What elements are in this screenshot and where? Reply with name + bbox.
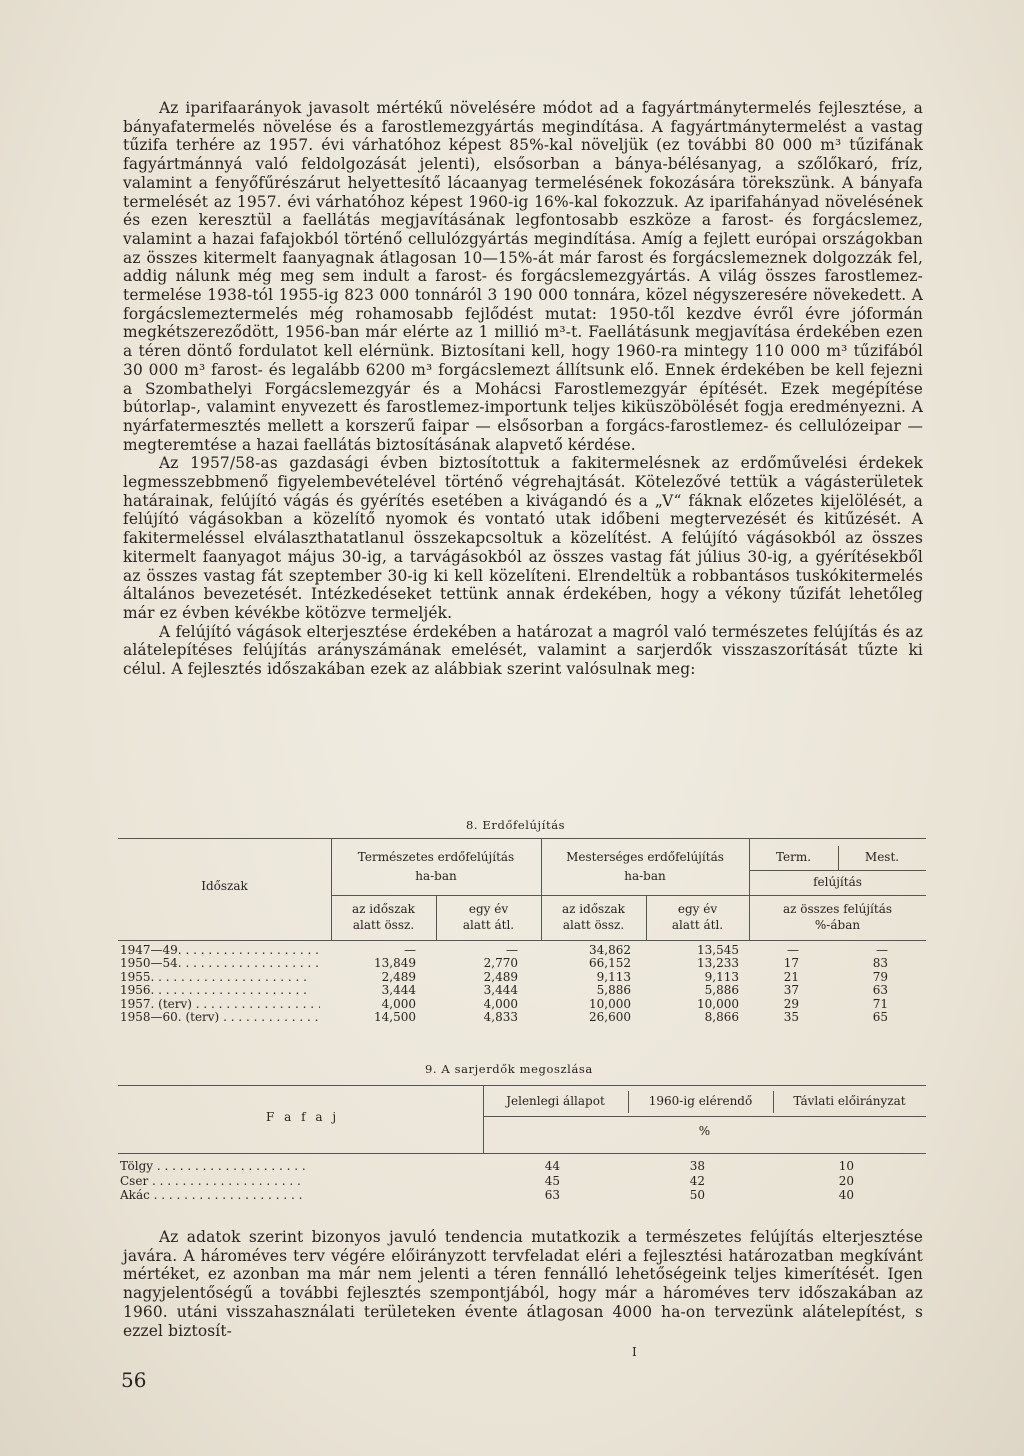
table-rule — [118, 1153, 926, 1154]
table-rule — [749, 870, 926, 871]
sub-ossz-term: az időszak alatt össz. — [352, 902, 415, 932]
sub-ossz-mest: az időszak alatt össz. — [562, 902, 625, 932]
table-row: 1955. . . . 2,489 2,489 9,113 9,113 21 79 — [118, 971, 926, 984]
col-idoszak: Időszak — [201, 879, 248, 893]
col-fafaj: F a f a j — [266, 1110, 340, 1124]
col-tavlati: Távlati előirányzat — [793, 1094, 906, 1108]
col-termeszetes-unit: ha-ban — [415, 869, 457, 883]
paragraph-1: Az iparifaarányok javasolt mértékű növelésére módot ad a fagyártmánytermelés fejlesztése, a bányafatermelés növelése és a farostlemezgyártás megindítása. A fagyártmánytermelést a vastag tűzifa terhére az 1957. évi várhatóhoz képest 85%-kal növeljük (ez további 80 000 m³ tűzifának fagyártmánnyá való feldolgozását jelenti), elsősorban a bánya-bélésanyag, a szőlőkaró, fríz, valamint a fenyőfűrészárut helyettesítő lácaanyag termelésének fokozására törekszünk. A bányafa termelését az 1957. évi várhatóhoz képest 1960-ig 16%-kal fokozzuk. Az iparifahányad növelésének és ezen keresztül a faellátás megjavításának legfontosabb eszköze a farost- és forgácslemez, valamint a hazai fafajokból történő cellulózgyártás megindítása. Amíg a fejlett európai országokban az összes kitermelt faanyagnak átlagosan 10—15%-át már farost és forgácslemeznek dolgozzák fel, addig nálunk még meg sem indult a farost- és forgácslemezgyártás. A világ összes farostlemez-termelése 1938-tól 1955-ig 823 000 tonnáról 3 190 000 tonnára, közel négyszeresére növekedett. A forgácslemeztermelés még rohamosabb fejlődést mutat: 1950-től kezdve évről évre jóformán megkétszereződött, 1956-ban már elérte az 1 millió m³-t. Faellátásunk megjavítása érdekében ezen a téren döntő fordulatot kell elérnünk. Biztosítani kell, hogy 1960-ra mintegy 110 000 m³ tűzifából 30 000 m³ farost- és legalább 6200 m³ forgácslemezt állítsunk elő. Ennek érdekében be kell fejezni a Szombathelyi Forgácslemezgyár és a Mohácsi Farostlemezgyár építését. Ezek megépítése bútorlap-, valamint enyvezett és farostlemez-importunk teljes kiküszöbölését fogja eredményezni. A nyárfatermesztés mellett a korszerű faipar — elsősorban a forgács-farostlemez- és cellulózeipar — megteremtése a hazai faellátás biztosításának alapvető kérdése. — [123, 99, 923, 454]
table-rule — [118, 838, 926, 839]
table-row: 1956. . . . 3,444 3,444 5,886 5,886 37 63 — [118, 984, 926, 997]
table-row: Cser . . . 45 42 20 — [118, 1174, 926, 1189]
table-rule — [483, 1116, 926, 1117]
sub-pct: az összes felújítás %-ában — [782, 902, 893, 932]
table-row: 1950—54. . . . 13,849 2,770 66,152 13,233 17 83 — [118, 957, 926, 970]
sub-atl-mest: egy év alatt átl. — [671, 902, 724, 932]
col-felujitas: felújítás — [813, 875, 862, 889]
table-8-body — [118, 944, 926, 1024]
col-termeszetes: Természetes erdőfelújítás — [357, 850, 515, 864]
sub-atl-term: egy év alatt átl. — [462, 902, 515, 932]
col-mesterseges: Mesterséges erdőfelújítás — [566, 850, 724, 864]
table-row: Akác . . . 63 50 40 — [118, 1188, 926, 1203]
col-1960: 1960-ig elérendő — [648, 1094, 753, 1108]
table-8-caption: 8. Erdőfelújítás — [466, 818, 566, 832]
col-unit-percent: % — [698, 1124, 711, 1138]
table-rule — [331, 895, 926, 896]
body-text-block-1 — [123, 99, 923, 679]
paragraph-4: Az adatok szerint bizonyos javuló tendencia mutatkozik a természetes felújítás elterjesztése javára. A hároméves terv végére előirányzott tervfeladat eléri a fejlesztési határozatban megkívánt mértéket, ez azonban ma már nem jelenti a téren fennálló lehetőségeink teljes kimerítését. Igen nagyjelentőségű a további fejlesztés szempontjából, hogy már a hároméves terv időszakában az 1960. utáni visszahasználati területeken évente átlagosan 4000 ha-on tervezünk alátelepítést, s ezzel biztosít- — [123, 1228, 923, 1340]
col-jelenlegi: Jelenlegi állapot — [506, 1094, 605, 1108]
page-number: 56 — [121, 1368, 147, 1392]
table-9 — [118, 1085, 926, 1211]
table-9-caption: 9. A sarjerdők megoszlása — [425, 1062, 593, 1076]
paragraph-2: Az 1957/58-as gazdasági évben biztosítottuk a fakitermelésnek az erdőművelési érdekek legmesszebbmenő figyelembevételével történő végrehajtását. Kötelezővé tettük a vágásterületek határainak, felújító vágás és gyérítés esetében a kivágandó és a „V“ fáknak előzetes kijelölését, a felújító vágásokban a közelítő nyomok és vontató utak időbeni megtervezését és kitűzését. A fakitermeléssel elválaszthatatlanul összekapcsoltuk a közelítést. A felújító vágásokból az összes kitermelt faanyagot május 30-ig, a tarvágásokból az összes vastag fát július 30-ig, a gyérítésekből az összes vastag fát szeptember 30-ig ki kell közelíteni. Elrendeltük a robbantásos tuskókitermelés általános bevezetését. Intézkedéseket tettünk annak érdekében, hogy a vékony tűzifát lehetőleg már ez évben kévékbe kötözve termeljék. — [123, 454, 923, 622]
col-term: Term. — [775, 850, 812, 864]
body-text-block-2 — [123, 1228, 923, 1340]
table-row: Tölgy . . . 44 38 10 — [118, 1159, 926, 1174]
table-row: 1958—60. (terv) . . . 14,500 4,833 26,600 8,866 35 65 — [118, 1011, 926, 1024]
table-row: 1957. (terv) . . . 4,000 4,000 10,000 10,000 29 71 — [118, 998, 926, 1011]
col-mest: Mest. — [864, 850, 900, 864]
table-rule — [118, 1085, 926, 1086]
col-mesterseges-unit: ha-ban — [624, 869, 666, 883]
table-row: 1947—49. . . . — — 34,862 13,545 — — — [118, 944, 926, 957]
table-9-body — [118, 1159, 926, 1203]
table-rule — [118, 940, 926, 941]
footer-mark: I — [632, 1345, 637, 1359]
paragraph-3: A felújító vágások elterjesztése érdekében a határozat a magról való természetes felújítás és az alátelepítéses felújítás arányszámának emelését, valamint a sarjerdők visszaszorítását tűzte ki célul. A fejlesztés időszakában ezek az alábbiak szerint valósulnak meg: — [123, 622, 923, 679]
table-8 — [118, 838, 926, 1044]
